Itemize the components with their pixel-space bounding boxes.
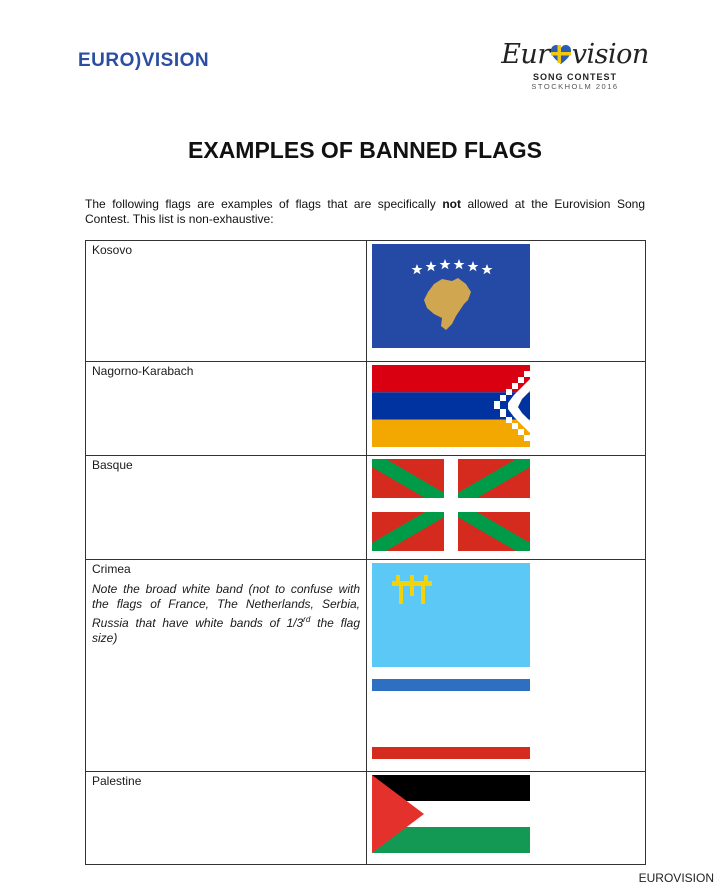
image-credit: EUROVISION <box>638 871 714 885</box>
page-title: EXAMPLES OF BANNED FLAGS <box>188 137 542 163</box>
kosovo-flag <box>372 244 530 348</box>
esc-logo-wordmark: Eur vision <box>501 39 649 70</box>
table-row <box>86 456 646 560</box>
table-row <box>86 241 646 362</box>
flag-name-cell <box>86 560 367 772</box>
flag-image-cell <box>367 362 646 456</box>
flag-name-cell <box>86 772 367 865</box>
intro-bold-not: not <box>442 197 461 211</box>
nagorno-karabach-flag <box>372 365 530 447</box>
esc-2016-logo <box>500 40 650 91</box>
flag-image-cell <box>367 241 646 362</box>
flag-name-nagorno-karabach: Nagorno-Karabach <box>92 364 194 378</box>
table-row <box>86 560 646 772</box>
flag-name-palestine: Palestine <box>92 774 142 788</box>
table-row <box>86 362 646 456</box>
flag-name-cell <box>86 241 367 362</box>
intro-paragraph: The following flags are examples of flags that are specifically not allowed at the Eurovision Song Contest. This list is non-exhaustive: <box>85 197 646 226</box>
flag-image-cell <box>367 456 646 560</box>
sweden-heart-icon <box>550 44 572 66</box>
crimea-white-band-flag <box>372 679 530 759</box>
palestine-flag <box>372 775 530 853</box>
flag-name-kosovo: Kosovo <box>92 243 133 257</box>
eurovision-logo-left: EURO)VISION <box>78 50 210 71</box>
flag-image-cell <box>367 560 646 772</box>
table-row <box>86 772 646 865</box>
flag-name-cell <box>86 456 367 560</box>
flag-image-cell <box>367 772 646 865</box>
flag-name-basque: Basque <box>92 458 133 472</box>
crimea-note: Note the broad white band (not to confuse with the flags of France, The Netherlands, Serbia, Russia that have white bands of 1/3rd the flag size) <box>92 582 360 645</box>
flag-name-crimea: Crimea <box>92 562 131 576</box>
esc-logo-subtitle: SONG CONTEST <box>532 72 617 82</box>
esc-logo-location: STOCKHOLM 2016 <box>531 82 619 91</box>
crimean-tatar-flag <box>372 563 530 667</box>
basque-flag <box>372 459 530 551</box>
banned-flags-table <box>85 240 646 865</box>
flag-name-cell <box>86 362 367 456</box>
